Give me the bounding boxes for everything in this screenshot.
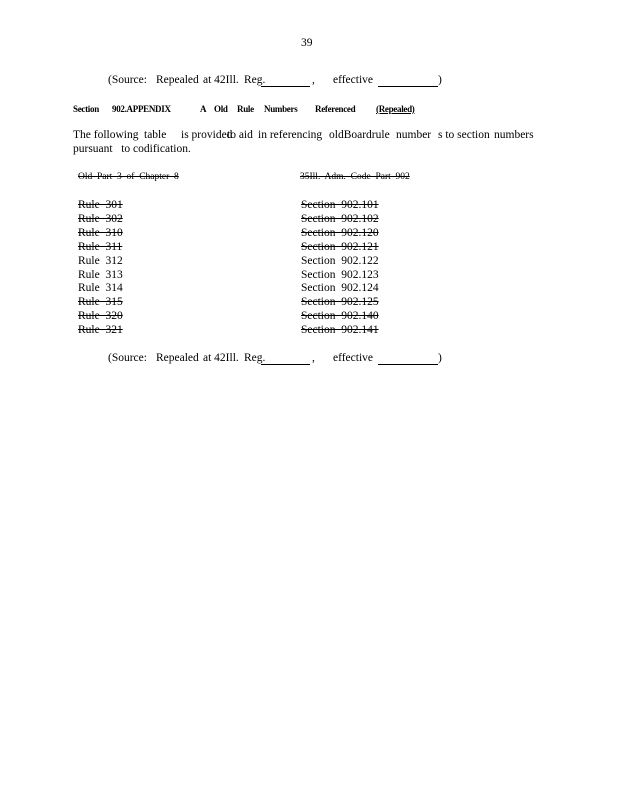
old-rule-number: Rule 320: [78, 310, 123, 323]
effective-blank-line: [378, 75, 438, 87]
intro-word: table: [144, 129, 167, 141]
repealed-label: Repealed: [156, 352, 199, 364]
old-rule-number: Rule 301: [78, 199, 123, 211]
intro-word: is provided: [181, 129, 233, 141]
new-section-number: Section 902.120: [301, 226, 379, 239]
source-label: (Source:: [108, 352, 147, 364]
heading-number: 902.APPENDIX: [112, 104, 171, 114]
heading-numbers: Numbers: [264, 104, 298, 114]
reg-blank-line: [261, 353, 310, 365]
old-rule-number: Rule 310: [78, 226, 123, 239]
intro-word: to aid: [227, 129, 253, 141]
effective-label: effective: [333, 74, 374, 86]
register-citation: at 42Ill.: [203, 74, 239, 86]
old-rule-number: Rule 313: [78, 268, 123, 281]
reg-label: Reg.: [244, 74, 266, 86]
new-section-number: Section 902.123: [301, 268, 379, 281]
comma: ,: [312, 74, 315, 86]
close-paren: ): [438, 74, 442, 86]
intro-line-2: pursuant to codification.: [73, 143, 191, 155]
intro-word: in referencing: [258, 129, 323, 141]
heading-a: A: [200, 104, 207, 114]
register-citation: at 42Ill.: [203, 352, 239, 364]
intro-word: oldBoardrule: [329, 129, 390, 141]
reg-blank-line: [261, 75, 310, 87]
heading-repealed: (Repealed): [376, 104, 415, 114]
effective-label: effective: [333, 352, 374, 364]
heading-old: Old: [214, 104, 228, 114]
close-paren: ): [438, 352, 442, 364]
old-rule-number: Rule 314: [78, 282, 123, 295]
intro-word: The following: [73, 129, 139, 141]
source-label: (Source:: [108, 74, 147, 86]
new-section-number: Section 902.101: [301, 199, 379, 211]
new-section-number: Section 902.124: [301, 282, 379, 295]
new-section-number: Section 902.125: [301, 296, 379, 309]
page-number: 39: [301, 37, 313, 49]
comma: ,: [312, 352, 315, 364]
new-section-number: Section 902.102: [301, 212, 379, 225]
intro-word: numbers: [494, 129, 534, 141]
old-rule-number: Rule 315: [78, 296, 123, 309]
effective-blank-line: [378, 353, 438, 365]
intro-word: s to section: [438, 129, 490, 141]
repealed-label: Repealed: [156, 74, 199, 86]
new-section-number: Section 902.121: [301, 240, 379, 253]
old-rule-number: Rule 311: [78, 240, 123, 253]
reg-label: Reg.: [244, 352, 266, 364]
new-section-number: Section 902.141: [301, 324, 379, 337]
table-header-code-part: 35Ill. Adm. Code Part 902: [300, 172, 410, 182]
new-section-number: Section 902.140: [301, 310, 379, 323]
new-section-number: Section 902.122: [301, 254, 379, 267]
intro-word: number: [396, 129, 432, 141]
heading-referenced: Referenced: [315, 104, 356, 114]
old-rule-number: Rule 312: [78, 254, 123, 267]
heading-rule: Rule: [237, 104, 254, 114]
old-rule-number: Rule 302: [78, 212, 123, 225]
heading-section: Section: [73, 104, 99, 114]
old-rule-number: Rule 321: [78, 324, 123, 337]
table-header-old-part: Old Part 3 of Chapter 8: [78, 172, 179, 182]
